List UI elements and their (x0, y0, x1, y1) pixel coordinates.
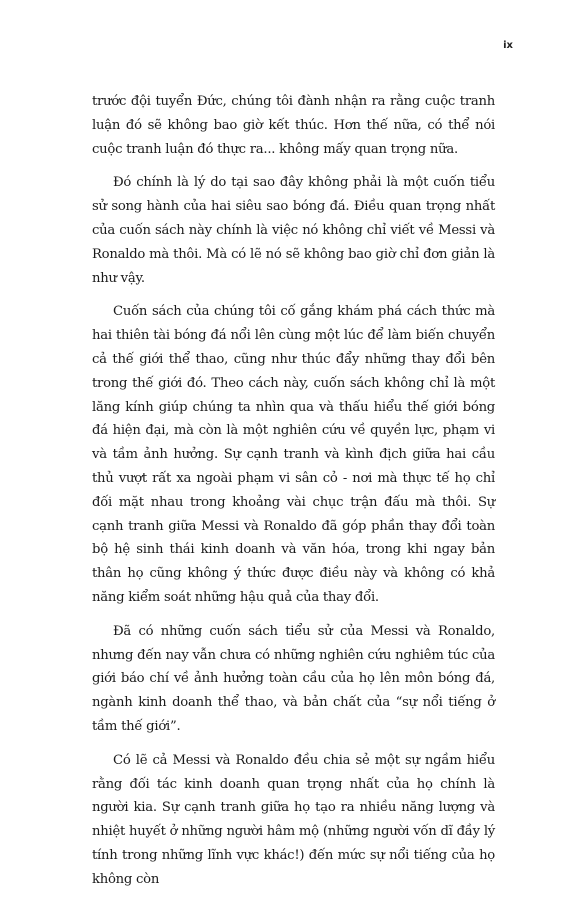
paragraph: Đã có những cuốn sách tiểu sử của Messi và Ronaldo, nhưng đến nay vẫn chưa có những nghiên cứu nghiêm túc của giới báo chí về ảnh hưởng toàn cầu của họ lên môn bóng đá, ngành kinh doanh thể thao, và bản chất của “sự nổi tiếng ở tầm thế giới”. (92, 623, 495, 734)
paragraph: Có lẽ cả Messi và Ronaldo đều chia sẻ một sự ngầm hiểu rằng đối tác kinh doanh quan trọng nhất của họ chính là người kia. Sự cạnh tranh giữa họ tạo ra nhiều năng lượng và nhiệt huyết ở những người hâm mộ (những người vốn dĩ đầy lý tính trong những lĩnh vực khác!) đến mức sự nổi tiếng của họ không còn (92, 752, 495, 887)
page-number: ix (503, 40, 513, 51)
paragraph: Đó chính là lý do tại sao đây không phải là một cuốn tiểu sử song hành của hai siêu sao bóng đá. Điều quan trọng nhất của cuốn sách này chính là việc nó không chỉ viết về Messi và Ronaldo mà thôi. Mà có lẽ nó sẽ không bao giờ chỉ đơn giản là như vậy. (92, 175, 495, 286)
paragraph: Cuốn sách của chúng tôi cố gắng khám phá cách thức mà hai thiên tài bóng đá nổi lên cùng một lúc để làm biến chuyển cả thế giới thể thao, cũng như thúc đẩy những thay đổi bên trong thế giới đó. Theo cách này, cuốn sách không chỉ là một lăng kính giúp chúng ta nhìn qua và thấu hiểu thế giới bóng đá hiện đại, mà còn là một nghiên cứu về quyền lực, phạm vi và tầm ảnh hưởng. Sự cạnh tranh và kình địch giữa hai cầu thủ vượt rất xa ngoài phạm vi sân cỏ - nơi mà thực tế họ chỉ đối mặt nhau trong khoảng vài chục trận đấu mà thôi. Sự cạnh tranh giữa Messi và Ronaldo đã góp phần thay đổi toàn bộ hệ sinh thái kinh doanh và văn hóa, trong khi ngay bản thân họ cũng không ý thức được điều này và không có khả năng kiểm soát những hậu quả của thay đổi. (92, 304, 495, 605)
paragraph: trước đội tuyển Đức, chúng tôi đành nhận ra rằng cuộc tranh luận đó sẽ không bao giờ kết thúc. Hơn thế nữa, có thể nói cuộc tranh luận đó thực ra... không mấy quan trọng nữa. (92, 94, 495, 157)
body-text (92, 90, 495, 902)
